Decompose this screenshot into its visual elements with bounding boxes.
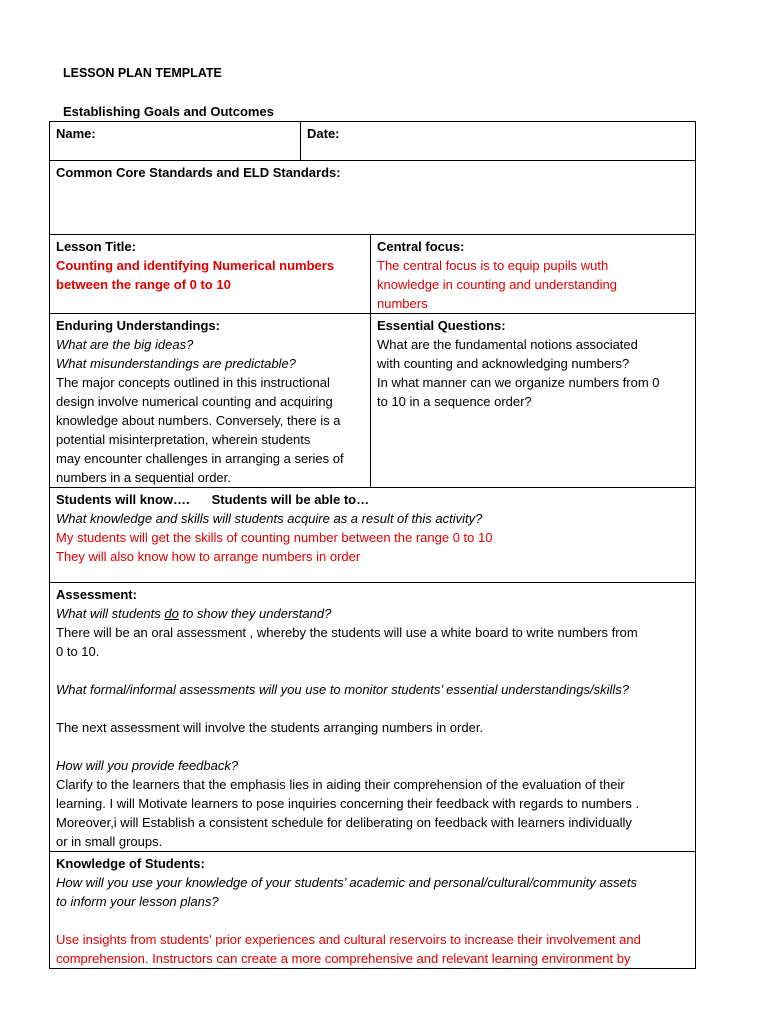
date-cell <box>301 122 696 161</box>
assessment-question: What will students do to show they understand? <box>56 606 332 621</box>
assessment-text-line: or in small groups. <box>56 834 163 849</box>
section-title: Establishing Goals and Outcomes <box>63 104 274 119</box>
essential-text-line: What are the fundamental notions associated <box>377 337 638 352</box>
students-know-question: What knowledge and skills will students acquire as a result of this activity? <box>56 511 483 526</box>
standards-row <box>50 161 696 235</box>
assessment-row <box>50 583 696 852</box>
enduring-question: What misunderstandings are predictable? <box>56 356 296 371</box>
essential-questions-label: Essential Questions: <box>377 318 506 333</box>
essential-text-line: In what manner can we organize numbers from 0 <box>377 375 660 390</box>
assessment-cell <box>50 583 696 852</box>
date-label: Date: <box>307 126 340 141</box>
students-able-label: Students will be able to… <box>211 492 370 507</box>
central-focus-line: The central focus is to equip pupils wuth <box>377 258 609 273</box>
lesson-title-line: Counting and identifying Numerical numbers <box>56 258 335 273</box>
enduring-question: What are the big ideas? <box>56 337 194 352</box>
students-know-header <box>56 490 689 509</box>
students-know-answer: They will also know how to arrange numbers in order <box>56 549 361 564</box>
assessment-text-line: Moreover,i will Establish a consistent schedule for deliberating on feedback with learners individually <box>56 815 632 830</box>
document-title: LESSON PLAN TEMPLATE <box>63 66 222 80</box>
knowledge-cell <box>50 852 696 969</box>
knowledge-question-line: to inform your lesson plans? <box>56 894 219 909</box>
assessment-question: What formal/informal assessments will you use to monitor students’ essential understandings/skills? <box>56 682 629 697</box>
lesson-title-label: Lesson Title: <box>56 239 136 254</box>
students-know-cell <box>50 488 696 583</box>
essential-text-line: with counting and acknowledging numbers? <box>377 356 630 371</box>
assessment-text-line: 0 to 10. <box>56 644 100 659</box>
lesson-title-cell <box>50 235 371 314</box>
knowledge-answer-line: comprehension. Instructors can create a more comprehensive and relevant learning environment by <box>56 951 631 966</box>
knowledge-question-line: How will you use your knowledge of your students’ academic and personal/cultural/community assets <box>56 875 637 890</box>
assessment-text-line: Clarify to the learners that the emphasis lies in aiding their comprehension of the evaluation of their <box>56 777 625 792</box>
enduring-text-line: may encounter challenges in arranging a series of <box>56 451 344 466</box>
central-focus-line: knowledge in counting and understanding <box>377 277 617 292</box>
understandings-row <box>50 314 696 488</box>
underlined-word: do <box>164 606 179 621</box>
enduring-text-line: potential misinterpretation, wherein students <box>56 432 311 447</box>
lesson-plan-table <box>49 121 696 969</box>
assessment-question: How will you provide feedback? <box>56 758 239 773</box>
enduring-label: Enduring Understandings: <box>56 318 220 333</box>
assessment-label: Assessment: <box>56 587 137 602</box>
lesson-title-line: between the range of 0 to 10 <box>56 277 231 292</box>
central-focus-label: Central focus: <box>377 239 465 254</box>
standards-label: Common Core Standards and ELD Standards: <box>56 165 341 180</box>
knowledge-row <box>50 852 696 969</box>
standards-cell <box>50 161 696 235</box>
name-date-row <box>50 122 696 161</box>
assessment-text-line: learning. I will Motivate learners to pose inquiries concerning their feedback with regards to numbers . <box>56 796 640 811</box>
central-focus-line: numbers <box>377 296 428 311</box>
assessment-text-line: The next assessment will involve the students arranging numbers in order. <box>56 720 484 735</box>
enduring-cell <box>50 314 371 488</box>
knowledge-label: Knowledge of Students: <box>56 856 205 871</box>
students-know-row <box>50 488 696 583</box>
students-know-label: Students will know…. <box>56 492 190 507</box>
students-know-answer: My students will get the skills of counting number between the range 0 to 10 <box>56 530 493 545</box>
central-focus-cell <box>371 235 696 314</box>
name-label: Name: <box>56 126 96 141</box>
knowledge-answer-line: Use insights from students' prior experiences and cultural reservoirs to increase their involvement and <box>56 932 641 947</box>
enduring-text-line: numbers in a sequential order. <box>56 470 231 485</box>
enduring-text-line: design involve numerical counting and acquiring <box>56 394 333 409</box>
enduring-text-line: knowledge about numbers. Conversely, there is a <box>56 413 341 428</box>
title-focus-row <box>50 235 696 314</box>
enduring-text-line: The major concepts outlined in this instructional <box>56 375 330 390</box>
essential-text-line: to 10 in a sequence order? <box>377 394 532 409</box>
assessment-text-line: There will be an oral assessment , whereby the students will use a white board to write numbers from <box>56 625 638 640</box>
name-cell <box>50 122 301 161</box>
essential-questions-cell <box>371 314 696 488</box>
